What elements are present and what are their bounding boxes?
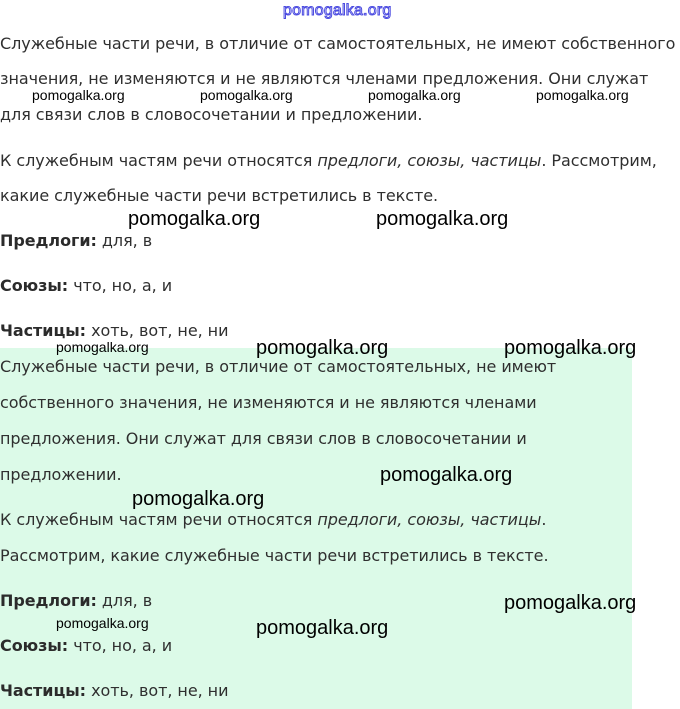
watermark: pomogalka.org [504,592,637,614]
section2-prepositions [0,593,152,609]
section2-paragraph1-line3: предложения. Они служат для связи слов в словосочетании и [0,429,527,448]
section1-parts-of-speech-list: предлоги, союзы, частицы [317,151,542,170]
section1-paragraph1-line2: значения, не изменяются и не являются членами предложения. Они служат [0,69,649,88]
section2-paragraph2-text-a: К служебным частям речи относятся [0,510,318,529]
section1-paragraph2-line2: какие служебные части речи встретились в тексте. [0,186,439,205]
section1-conjunctions-value: что, но, а, и [68,276,173,295]
section1-particles-label: Частицы: [0,321,87,340]
section1-paragraph2-text-b: . Рассмотрим, [541,151,657,170]
watermark: pomogalka.org [128,208,261,230]
section2-paragraph2-text-b: . [541,510,547,529]
section1-particles-value: хоть, вот, не, ни [86,321,229,340]
section1-conjunctions [0,278,172,294]
section1-conjunctions-label: Союзы: [0,276,69,295]
watermark: pomogalka.org [376,208,509,230]
watermark: pomogalka.org [32,87,125,103]
section2-conjunctions [0,638,172,654]
watermark: pomogalka.org [56,339,149,355]
watermark: pomogalka.org [256,337,389,359]
watermark: pomogalka.org [132,488,265,510]
section2-prepositions-value: для, в [96,591,153,610]
section2-paragraph2-line1 [0,512,546,528]
section1-paragraph2-line1 [0,153,657,169]
section2-paragraph1-line2: собственного значения, не изменяются и не являются членами [0,393,537,412]
section1-paragraph1-line1: Служебные части речи, в отличие от самостоятельных, не имеют собственного [0,34,676,53]
section2-parts-of-speech-list: предлоги, союзы, частицы [317,510,542,529]
section1-prepositions [0,233,152,249]
watermark: pomogalka.org [504,337,637,359]
section1-paragraph1-line3: для связи слов в словосочетании и предложении. [0,105,423,124]
section2-paragraph1-line4: предложении. [0,465,122,484]
watermark: pomogalka.org [256,617,389,639]
watermark: pomogalka.org [56,615,149,631]
watermark: pomogalka.org [536,87,629,103]
watermark-top: pomogalka.org [283,2,392,19]
section2-prepositions-label: Предлоги: [0,591,97,610]
section1-particles [0,323,228,339]
section2-particles-label: Частицы: [0,681,87,700]
watermark: pomogalka.org [380,464,513,486]
section2-paragraph1-line1: Служебные части речи, в отличие от самостоятельных, не имеют [0,357,557,376]
section2-conjunctions-value: что, но, а, и [68,636,173,655]
section1-prepositions-value: для, в [96,231,153,250]
watermark: pomogalka.org [368,87,461,103]
section2-paragraph2-line2: Рассмотрим, какие служебные части речи встретились в тексте. [0,546,549,565]
section1-prepositions-label: Предлоги: [0,231,97,250]
section2-particles [0,683,228,699]
watermark: pomogalka.org [200,87,293,103]
section2-conjunctions-label: Союзы: [0,636,69,655]
section2-particles-value: хоть, вот, не, ни [86,681,229,700]
section1-paragraph2-text-a: К служебным частям речи относятся [0,151,318,170]
